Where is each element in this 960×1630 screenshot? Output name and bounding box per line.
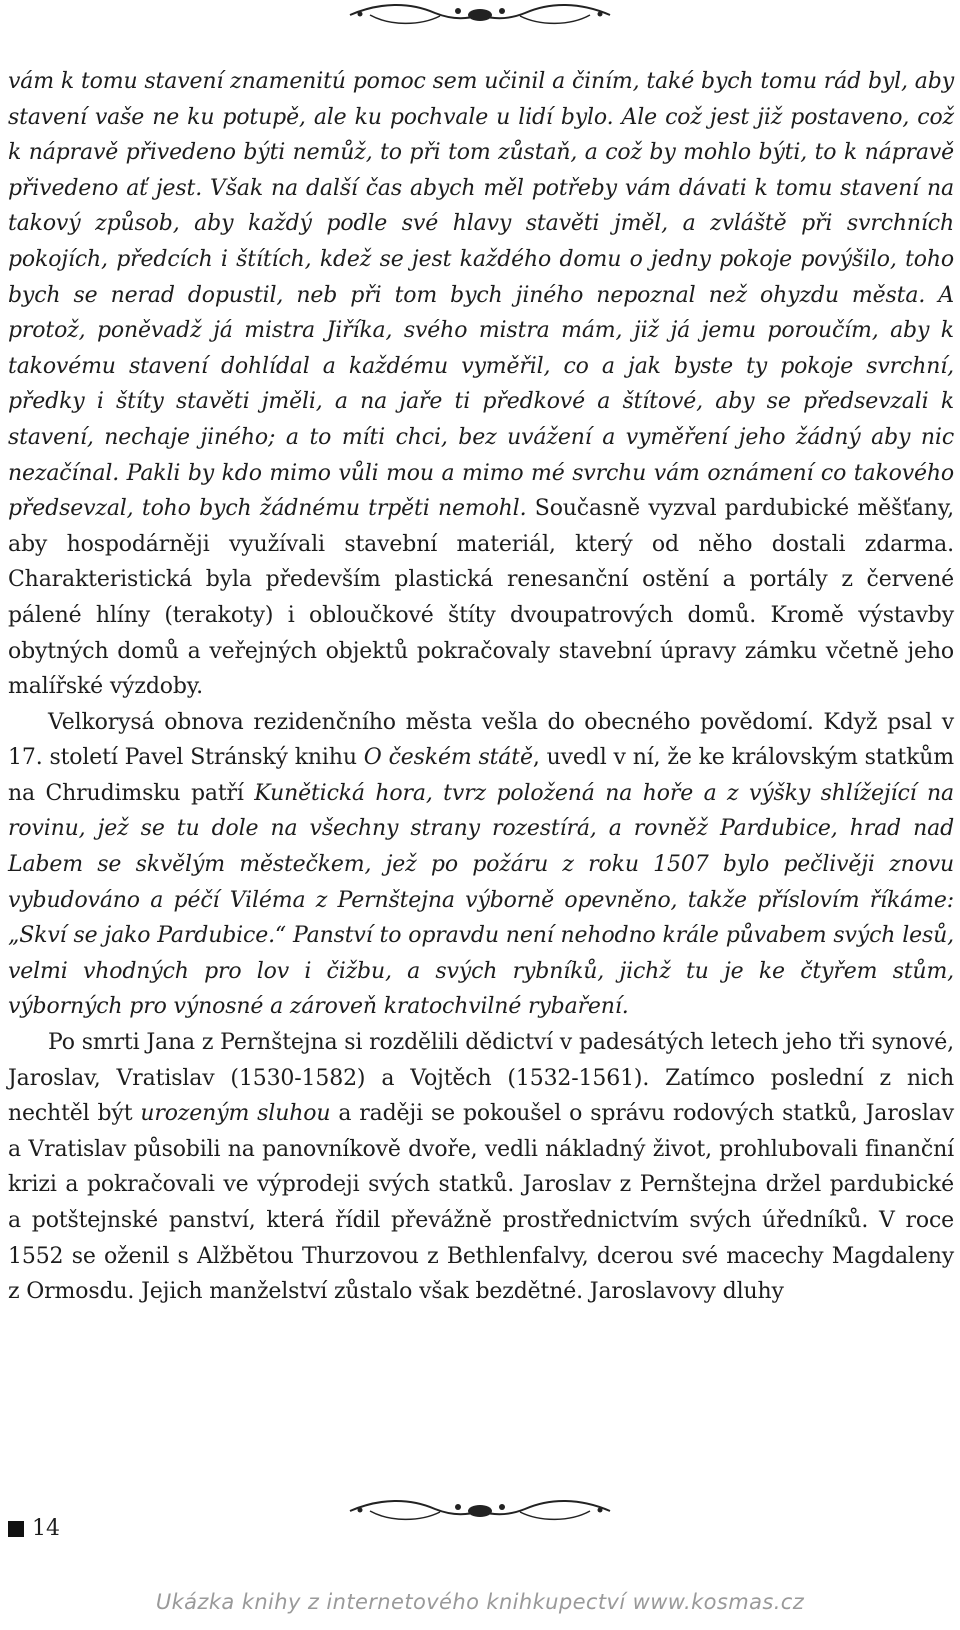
page-number: [8, 1516, 60, 1541]
bottom-ornament: [0, 1496, 960, 1526]
text-run: , uvedl v ní, že ke královským statkům na Chrudimsku patří: [8, 745, 955, 806]
paragraph-2: [8, 705, 954, 1025]
italic-run: vám k tomu stavení znamenitú pomoc sem učinil a činím, také bych tomu rád byl, aby stavení vaše ne ku potupě, ale ku pochvale u lidí bylo. Ale což jest již postaveno, což k nápravě přivedeno býti nemůž, to při tom zůstaň, a což by mohlo býti, to k nápravě přivedeno ať jest. Však na další čas abych měl potřeby vám dávati k tomu stavení na takový způsob, aby každý podle své hlavy stavěti jměl, a zvláště při svrchních pokojích, předcích i štítích, kdež se jest každého domu o jedny pokoje povýšilo, toho bych se nerad dopustil, neb při tom bych jiného nepoznal než ohyzdu města. A protož, poněvadž já mistra Jiříka, svého mistra mám, již já jemu poroučím, aby k takovému stavení dohlídal a každému vyměřil, co a jak byste ty pokoje svrchní, předky i štíty stavěti jměli, a na jaře ti předkové a štítové, aby se předsevzali k stavení, nechaje jiného; a to míti chci, bez uvážení a vyměření jeho žádný aby nic nezačínal. Pakli by kdo mimo vůli mou a mimo mé svrchu vám oznámení co takového předsevzal, toho bych žádnému trpěti nemohl.: [8, 69, 954, 522]
top-ornament: [0, 0, 960, 30]
text-run: a raději se pokoušel o správu rodových statků, Jaroslav a Vratislav působili na panovníkově dvoře, vedli nákladný život, prohlubovali finanční krizi a pokračovali ve výprodeji svých statků. Jaroslav z Pernštejna držel pardubické a potštejnské panství, která řídil převážně prostřednictvím svých úředníků. V roce 1552 se oženil s Alžbětou Thurzovou z Bethlenfalvy, dcerou své macechy Magdaleny z Ormosdu. Jejich manželství zůstalo však bezdětné. Jaroslavovy dluhy: [8, 1101, 954, 1305]
italic-run: O českém státě: [363, 745, 533, 771]
text-run: Po smrti Jana z Pernštejna si rozdělili dědictví v padesátých letech jeho tři synové, Jaroslav, Vratislav (1530-1582) a Vojtěch (1532-1561). Zatímco poslední z nich nechtěl být: [8, 1030, 954, 1127]
footer-notice: Ukázka knihy z internetového knihkupectví www.kosmas.cz: [155, 1590, 805, 1614]
body-text: [8, 64, 954, 1310]
square-bullet-icon: [8, 1521, 24, 1537]
paragraph-1: [8, 64, 954, 705]
page-number-value: 14: [32, 1516, 60, 1541]
italic-run: urozeným sluhou: [140, 1101, 331, 1127]
italic-run: Kunětická hora, tvrz položená na hoře a z výšky shlížející na rovinu, jež se tu dole na všechny strany rozestírá, a rovněž Pardubice, hrad nad Labem se skvělým městečkem, jež po požáru z roku 1507 bylo pečlivěji znovu vybudováno a péčí Viléma z Pernštejna výborně opevněno, takže příslovím říkáme: „Skví se jako Pardubice.“ Panství to opravdu není nehodno krále půvabem svých lesů, velmi vhodných pro lov i čižbu, a svých rybníků, jichž tu je ke čtyřem stům, výborných pro výnosné a zároveň kratochvilné rybaření.: [8, 780, 954, 1020]
flourish-ornament-icon: [340, 1496, 620, 1526]
text-run: Současně vyzval pardubické měšťany, aby hospodárněji využívali stavební materiál, který od něho dostali zdarma. Charakteristická byla především plastická renesanční ostění a portály z červené pálené hlíny (terakoty) i obloučkové štíty dvoupatrových domů. Kromě výstavby obytných domů a veřejných objektů pokračovaly stavební úpravy zámku včetně jeho malířské výzdoby.: [8, 496, 955, 700]
text-run: Velkorysá obnova rezidenčního města vešla do obecného povědomí. Když psal v 17. století Pavel Stránský knihu: [8, 709, 954, 771]
flourish-ornament-icon: [340, 0, 620, 30]
paragraph-3: [8, 1025, 954, 1310]
